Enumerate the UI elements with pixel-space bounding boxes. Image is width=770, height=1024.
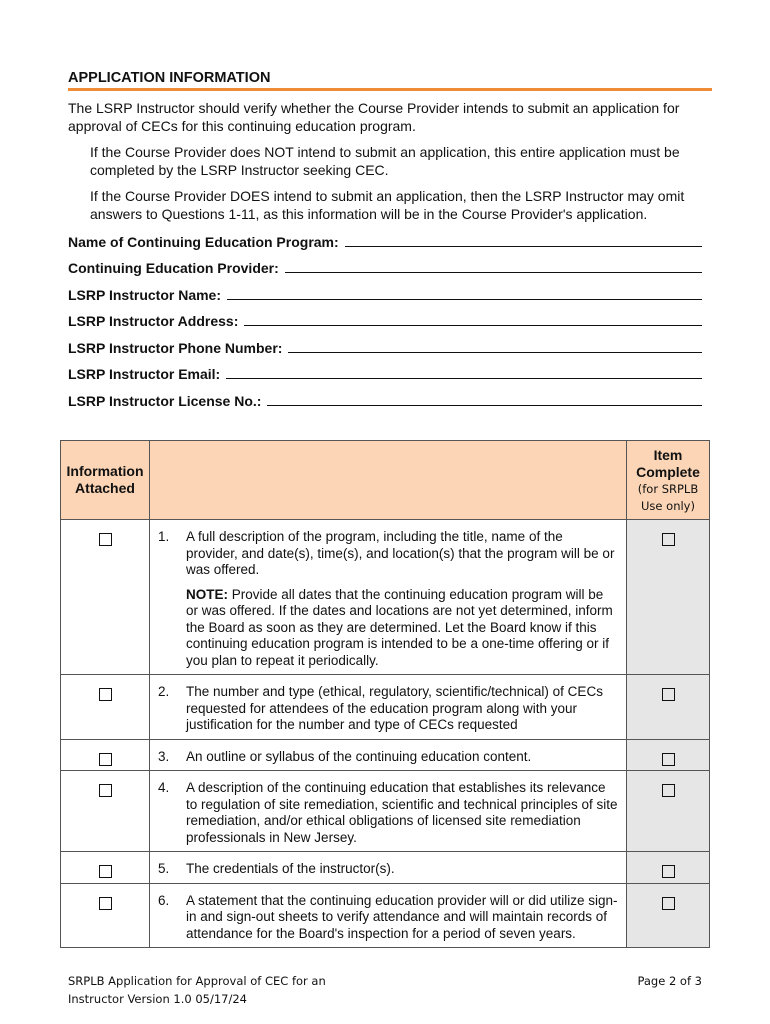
item-note xyxy=(186,587,618,670)
footer-form-title: SRPLB Application for Approval of CEC for an xyxy=(68,974,326,988)
attached-checkbox[interactable] xyxy=(99,533,112,546)
attached-cell xyxy=(61,852,150,884)
item-text: The number and type (ethical, regulatory, scientific/technical) of CECs requested for attendees of the education program along with your justification for the number and type of CECs requested xyxy=(186,684,603,732)
attached-checkbox[interactable] xyxy=(99,688,112,701)
header-text: Complete xyxy=(636,464,700,480)
table-row xyxy=(61,883,710,948)
complete-cell xyxy=(627,883,710,948)
description-header xyxy=(150,441,627,520)
item-number: 6. xyxy=(158,892,170,908)
attachments-table xyxy=(60,440,710,948)
field-line[interactable] xyxy=(267,405,702,406)
item-text: The credentials of the instructor(s). xyxy=(186,861,395,876)
header-text: Item xyxy=(653,447,683,463)
complete-cell xyxy=(627,739,710,771)
item-description xyxy=(150,520,627,675)
provider-not-submitting-paragraph: If the Course Provider does NOT intend to submit an application, this entire application must be completed by the LSRP Instructor seeking CEC. xyxy=(90,144,680,178)
complete-cell xyxy=(627,675,710,740)
note-label: NOTE: xyxy=(186,586,228,602)
item-description xyxy=(150,675,627,740)
field-line[interactable] xyxy=(288,352,702,353)
attached-checkbox[interactable] xyxy=(99,897,112,910)
item-description xyxy=(150,852,627,884)
item-number: 4. xyxy=(158,780,170,795)
application-information-section xyxy=(68,70,712,409)
header-text: Information xyxy=(66,463,144,479)
attached-cell xyxy=(61,675,150,740)
item-number: 3. xyxy=(158,748,170,764)
item-description xyxy=(150,739,627,771)
section-heading: APPLICATION INFORMATION xyxy=(68,70,712,91)
item-complete-header xyxy=(627,441,710,520)
field-label: LSRP Instructor Address: xyxy=(68,313,239,329)
information-attached-header xyxy=(61,441,150,520)
item-text: A statement that the continuing education provider will or did utilize sign-in and sign-out sheets to verify attendance and will maintain records of attendance for the Board's inspection for a period of seven years. xyxy=(186,892,618,941)
item-description xyxy=(150,771,627,852)
field-label: LSRP Instructor Name: xyxy=(68,286,221,303)
field-label: LSRP Instructor Email: xyxy=(68,366,221,382)
field-line[interactable] xyxy=(345,246,702,247)
complete-cell xyxy=(627,520,710,675)
attached-checkbox[interactable] xyxy=(99,865,112,878)
instructor-address-field[interactable] xyxy=(68,311,702,329)
attached-cell xyxy=(61,520,150,675)
item-description xyxy=(150,883,627,948)
attached-checkbox[interactable] xyxy=(99,753,112,766)
attached-cell xyxy=(61,771,150,852)
instructor-phone-field[interactable] xyxy=(68,338,702,356)
table-row xyxy=(61,852,710,884)
complete-checkbox[interactable] xyxy=(662,533,675,546)
item-number: 2. xyxy=(158,684,170,699)
table-row xyxy=(61,675,710,740)
complete-checkbox[interactable] xyxy=(662,688,675,701)
attached-checkbox[interactable] xyxy=(99,784,112,797)
field-line[interactable] xyxy=(244,325,702,326)
instructor-license-field[interactable] xyxy=(68,391,702,409)
complete-checkbox[interactable] xyxy=(662,784,675,797)
program-name-field[interactable] xyxy=(68,232,702,250)
table-row xyxy=(61,520,710,675)
provider-field[interactable] xyxy=(68,258,702,276)
header-text: Attached xyxy=(75,480,135,496)
footer-version: Instructor Version 1.0 05/17/24 xyxy=(68,992,247,1006)
field-label: LSRP Instructor Phone Number: xyxy=(68,339,283,356)
table-row xyxy=(61,771,710,852)
field-label: LSRP Instructor License No.: xyxy=(68,392,262,409)
complete-checkbox[interactable] xyxy=(662,897,675,910)
attached-cell xyxy=(61,883,150,948)
field-line[interactable] xyxy=(285,272,702,273)
item-text: A full description of the program, including the title, name of the provider, and date(s), time(s), and location(s) that the program will be or was offered. xyxy=(186,529,615,577)
note-text: Provide all dates that the continuing education program will be or was offered. If the dates and locations are not yet determined, inform the Board as soon as they are determined. Let the Board know if this continuing education program is intended to be a one-time offering or if you plan to repeat it periodically. xyxy=(186,586,613,668)
complete-checkbox[interactable] xyxy=(662,753,675,766)
instructor-email-field[interactable] xyxy=(68,364,702,382)
complete-cell xyxy=(627,852,710,884)
header-subtext: Use only) xyxy=(641,499,695,513)
table-row xyxy=(61,739,710,771)
field-label: Name of Continuing Education Program: xyxy=(68,233,339,250)
item-text: A description of the continuing education that establishes its relevance to regulation of site remediation, scientific and technical principles of site remediation, and/or ethical obligations of licensed site remediation professionals in New Jersey. xyxy=(186,780,618,845)
page-number: Page 2 of 3 xyxy=(637,974,702,988)
provider-submitting-paragraph: If the Course Provider DOES intend to submit an application, then the LSRP Instructor may omit answers to Questions 1-11, as this information will be in the Course Provider's application. xyxy=(90,188,685,222)
complete-checkbox[interactable] xyxy=(662,865,675,878)
header-subtext: (for SRPLB xyxy=(637,482,699,496)
field-label: Continuing Education Provider: xyxy=(68,260,279,276)
attached-cell xyxy=(61,739,150,771)
field-line[interactable] xyxy=(227,299,702,300)
item-number: 5. xyxy=(158,861,170,876)
field-line[interactable] xyxy=(226,378,702,379)
table-header-row xyxy=(61,441,710,520)
item-text: An outline or syllabus of the continuing education content. xyxy=(186,748,532,764)
page-footer xyxy=(68,972,702,1008)
item-number: 1. xyxy=(158,529,170,544)
intro-paragraph: The LSRP Instructor should verify whether the Course Provider intends to submit an application for approval of CECs for this continuing education program. xyxy=(68,100,680,134)
complete-cell xyxy=(627,771,710,852)
instructor-name-field[interactable] xyxy=(68,285,702,303)
